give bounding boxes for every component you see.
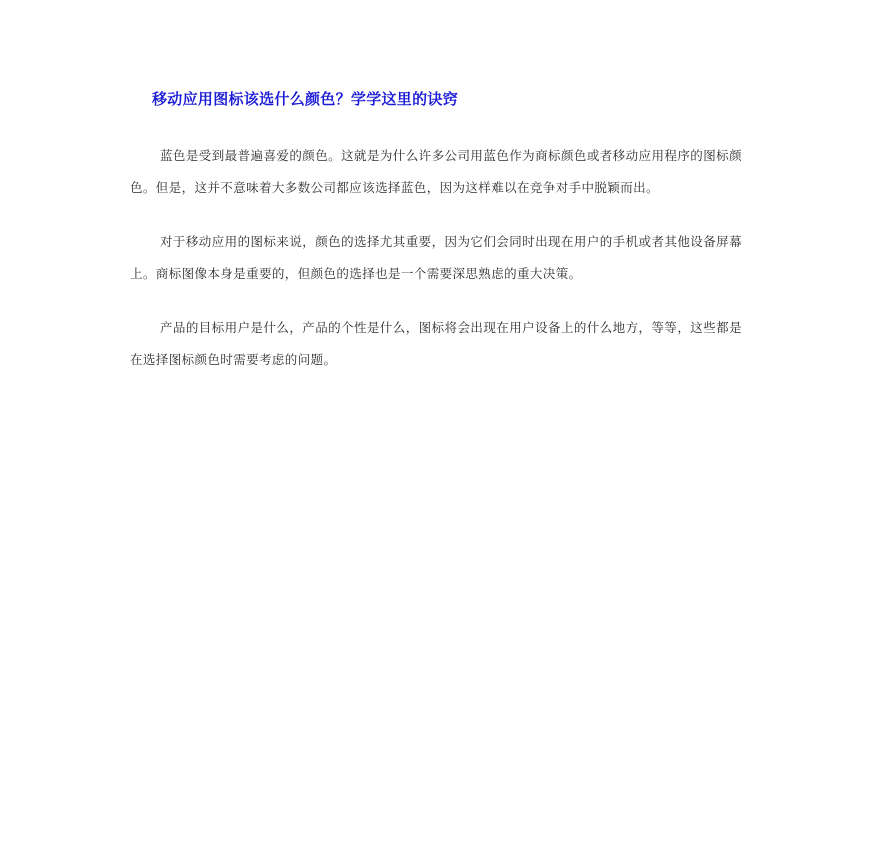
article-paragraph-3: 产品的目标用户是什么，产品的个性是什么，图标将会出现在用户设备上的什么地方，等等，这些都是在选择图标颜色时需要考虑的问题。 bbox=[130, 320, 742, 367]
article bbox=[130, 82, 742, 398]
article-title: 移动应用图标该选什么颜色？学学这里的诀窍 bbox=[152, 90, 459, 108]
article-paragraph-2: 对于移动应用的图标来说，颜色的选择尤其重要，因为它们会同时出现在用户的手机或者其他设备屏幕上。商标图像本身是重要的，但颜色的选择也是一个需要深思熟虑的重大决策。 bbox=[130, 234, 742, 281]
article-paragraph-1: 蓝色是受到最普遍喜爱的颜色。这就是为什么许多公司用蓝色作为商标颜色或者移动应用程序的图标颜色。但是，这并不意味着大多数公司都应该选择蓝色，因为这样难以在竞争对手中脱颖而出。 bbox=[130, 148, 742, 195]
